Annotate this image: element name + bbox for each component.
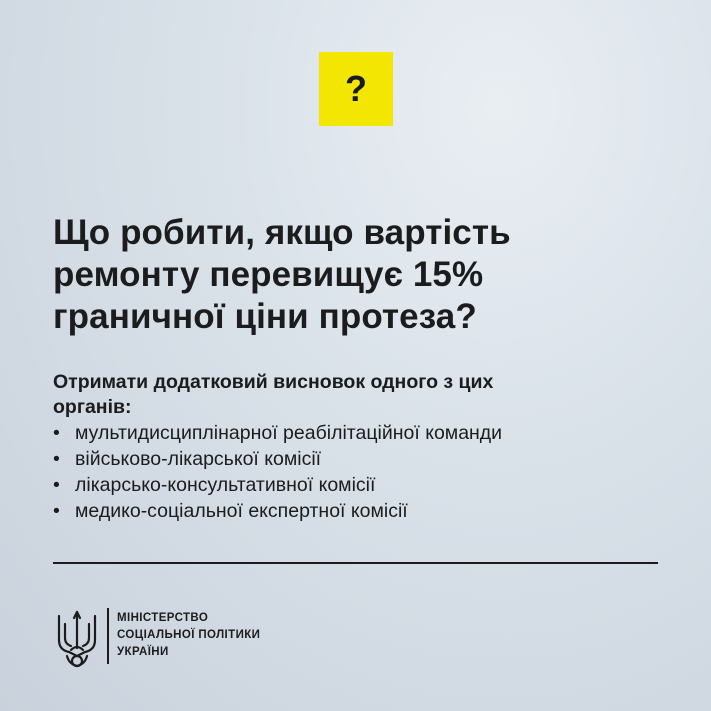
headline-line-3: граничної ціни протеза? — [53, 297, 477, 336]
intro-line-2: органів: — [53, 396, 132, 418]
divider-line — [53, 562, 658, 564]
ministry-name — [117, 610, 260, 661]
ministry-line-2: СОЦІАЛЬНОЇ ПОЛІТИКИ — [117, 629, 261, 641]
list-item-text: мультидисциплінарної реабілітаційної команди — [75, 422, 503, 444]
headline-line-1: Що робити, якщо вартість — [53, 213, 511, 252]
bullet-marker: • — [53, 448, 60, 470]
intro-line-1: Отримати додатковий висновок одного з цих — [53, 371, 494, 393]
list-item-text: військово-лікарської комісії — [75, 448, 322, 470]
question-badge — [319, 52, 393, 126]
question-mark: ? — [345, 68, 367, 109]
bullet-marker: • — [53, 474, 60, 496]
bullet-marker: • — [53, 500, 60, 522]
ministry-line-1: МІНІСТЕРСТВО — [117, 612, 209, 624]
trident-icon — [53, 608, 101, 670]
list-item — [53, 472, 673, 498]
bullet-marker: • — [53, 422, 60, 444]
list-item — [53, 446, 673, 472]
bodies-list — [53, 420, 673, 524]
ministry-line-3: УКРАЇНИ — [117, 646, 169, 658]
list-item-text: медико-соціальної експертної комісії — [75, 500, 408, 522]
intro-text — [53, 370, 663, 420]
list-item — [53, 420, 673, 446]
list-item-text: лікарсько-консультативної комісії — [75, 474, 376, 496]
list-item — [53, 498, 673, 524]
headline-line-2: ремонту перевищує 15% — [53, 255, 484, 294]
logo-separator — [107, 608, 109, 664]
headline — [53, 212, 663, 338]
